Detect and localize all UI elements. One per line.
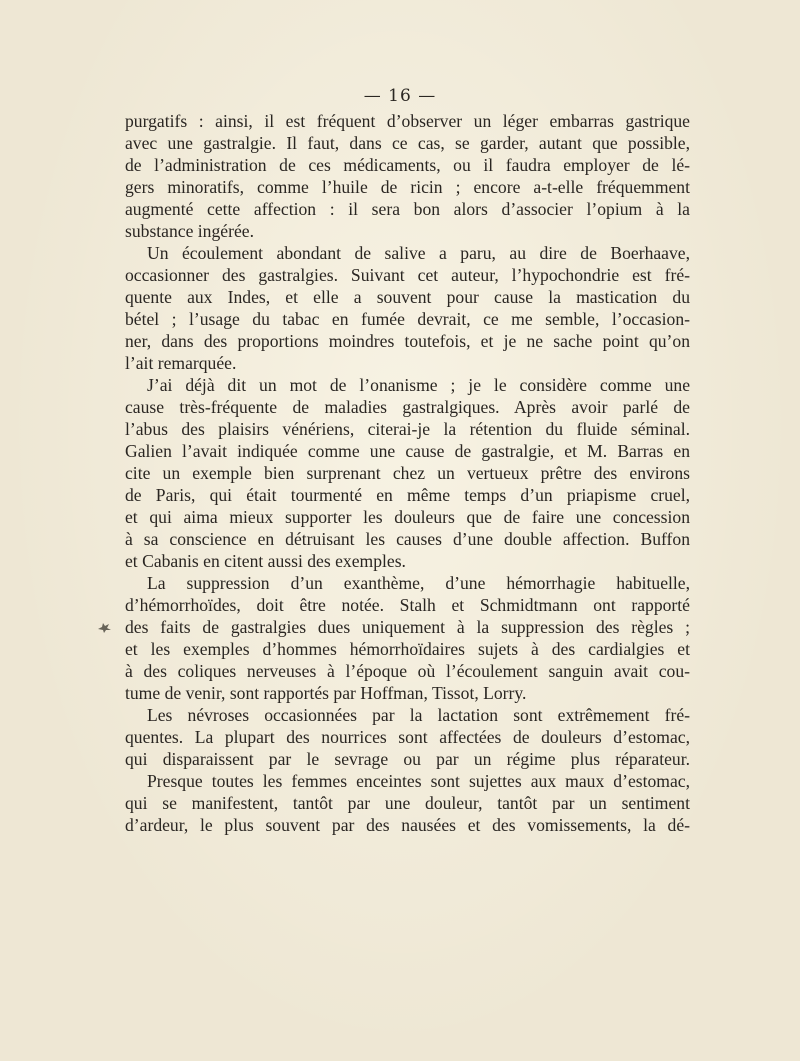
text-line: des faits de gastralgies dues uniquement à la suppression des règles ; <box>125 617 690 637</box>
paragraph <box>125 242 690 374</box>
text-line: d’hémorrhoïdes, doit être notée. Stalh et Schmidtmann ont rapporté <box>125 595 690 615</box>
paragraph <box>125 110 690 242</box>
text-line: de Paris, qui était tourmenté en même temps d’un priapisme cruel, <box>125 485 690 505</box>
text-line: Les névroses occasionnées par la lactation sont extrêmement fré- <box>147 705 690 725</box>
paragraph <box>125 374 690 572</box>
text-line: cause très-fréquente de maladies gastralgiques. Après avoir parlé de <box>125 397 690 417</box>
text-line: ner, dans des proportions moindres toutefois, et je ne sache point qu’on <box>125 331 690 351</box>
text-line: substance ingérée. <box>125 221 254 241</box>
text-line: et les exemples d’hommes hémorrhoïdaires sujets à des cardialgies et <box>125 639 690 659</box>
text-line: cite un exemple bien surprenant chez un vertueux prêtre des environs <box>125 463 690 483</box>
text-line: purgatifs : ainsi, il est fréquent d’observer un léger embarras gastrique <box>125 111 690 131</box>
page-number: — 16 — <box>363 86 437 106</box>
text-line: et qui aima mieux supporter les douleurs que de faire une concession <box>125 507 690 527</box>
text-line: bétel ; l’usage du tabac en fumée devrait, ce me semble, l’occasion- <box>125 309 690 329</box>
text-line: à sa conscience en détruisant les causes d’une double affection. Buffon <box>125 529 690 549</box>
text-line: Galien l’avait indiquée comme une cause de gastralgie, et M. Barras en <box>125 441 690 461</box>
text-line: quente aux Indes, et elle a souvent pour cause la mastication du <box>125 287 690 307</box>
body-text <box>125 110 690 836</box>
text-line: d’ardeur, le plus souvent par des nausées et des vomissements, la dé- <box>125 815 690 835</box>
text-line: tume de venir, sont rapportés par Hoffman, Tissot, Lorry. <box>125 683 527 703</box>
text-line: Presque toutes les femmes enceintes sont sujettes aux maux d’estomac, <box>147 771 690 791</box>
text-line: La suppression d’un exanthème, d’une hémorrhagie habituelle, <box>147 573 690 593</box>
paragraph <box>125 704 690 836</box>
text-line: l’abus des plaisirs vénériens, citerai-je la rétention du fluide séminal. <box>125 419 690 439</box>
text-line: l’ait remarquée. <box>125 353 237 373</box>
text-line: augmenté cette affection : il sera bon alors d’associer l’opium à la <box>125 199 690 219</box>
text-line: occasionner des gastralgies. Suivant cet auteur, l’hypochondrie est fré- <box>125 265 690 285</box>
text-line: Un écoulement abondant de salive a paru, au dire de Boerhaave, <box>147 243 690 263</box>
text-line: quentes. La plupart des nourrices sont affectées de douleurs d’estomac, <box>125 727 690 747</box>
text-line: qui disparaissent par le sevrage ou par un régime plus réparateur. <box>125 749 690 769</box>
text-line: avec une gastralgie. Il faut, dans ce cas, se garder, autant que possible, <box>125 133 690 153</box>
text-line: et Cabanis en citent aussi des exemples. <box>125 551 406 571</box>
ink-blot-mark <box>96 620 112 634</box>
text-line: à des coliques nerveuses à l’époque où l’écoulement sanguin avait cou- <box>125 661 690 681</box>
text-line: gers minoratifs, comme l’huile de ricin ; encore a-t-elle fréquemment <box>125 177 690 197</box>
paragraph <box>125 572 690 704</box>
text-line: qui se manifestent, tantôt par une douleur, tantôt par un sentiment <box>125 793 690 813</box>
text-line: J’ai déjà dit un mot de l’onanisme ; je le considère comme une <box>147 375 690 395</box>
text-line: de l’administration de ces médicaments, ou il faudra employer de lé- <box>125 155 690 175</box>
